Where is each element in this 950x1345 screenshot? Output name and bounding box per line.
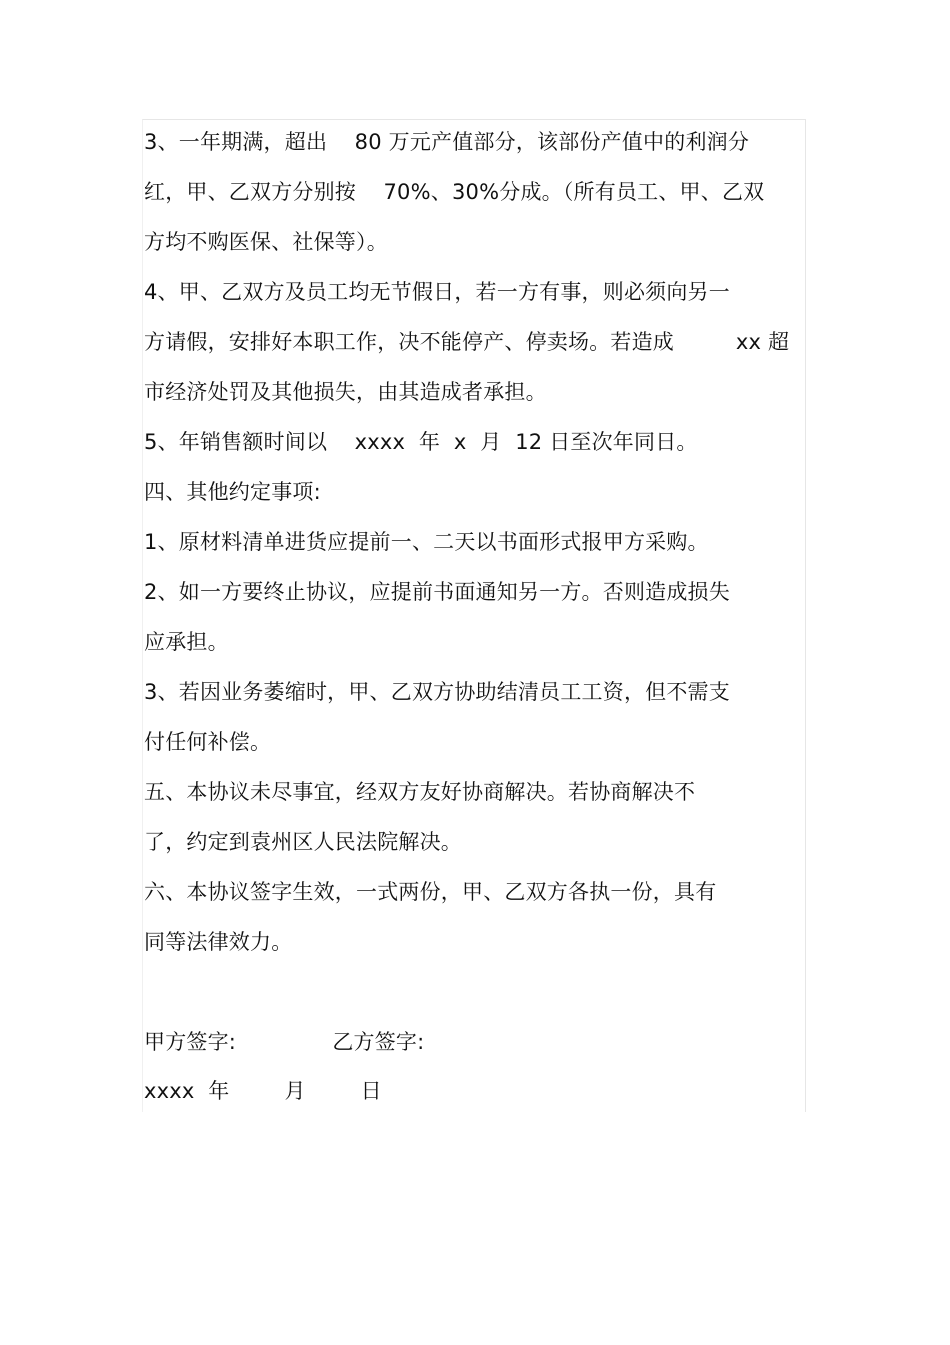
signature-line: 甲方签字: 乙方签字: [144, 1030, 425, 1054]
text-line: 5、年销售额时间以 xxxx 年 x 月 12 日至次年同日。 [144, 430, 698, 454]
section-heading: 四、其他约定事项: [144, 480, 321, 504]
text-line: 1、原材料清单进货应提前一、二天以书面形式报甲方采购。 [144, 530, 709, 554]
text-line: 3、若因业务萎缩时，甲、乙双方协助结清员工工资，但不需支 [144, 680, 730, 704]
text-line: 五、本协议未尽事宜，经双方友好协商解决。若协商解决不 [144, 780, 696, 804]
text-line: 同等法律效力。 [144, 930, 293, 954]
text-line: 应承担。 [144, 630, 229, 654]
text-line: 六、本协议签字生效，一式两份，甲、乙双方各执一份，具有 [144, 880, 717, 904]
text-line: 市经济处罚及其他损失，由其造成者承担。 [144, 380, 547, 404]
page-frame [142, 119, 806, 1112]
text-line: 2、如一方要终止协议，应提前书面通知另一方。否则造成损失 [144, 580, 730, 604]
text-line: 付任何补偿。 [144, 730, 272, 754]
text-line: 4、甲、乙双方及员工均无节假日，若一方有事，则必须向另一 [144, 280, 730, 304]
text-line: 方请假，安排好本职工作，决不能停产、停卖场。若造成 xx 超 [144, 330, 790, 354]
text-line: 了，约定到袁州区人民法院解决。 [144, 830, 462, 854]
text-line: 3、一年期满，超出 80 万元产值部分，该部份产值中的利润分 [144, 130, 750, 154]
date-line: xxxx 年 月 日 [144, 1079, 382, 1103]
text-line: 红，甲、乙双方分别按 70%、30%分成。（所有员工、甲、乙双 [144, 180, 765, 204]
text-line: 方均不购医保、社保等）。 [144, 230, 388, 254]
